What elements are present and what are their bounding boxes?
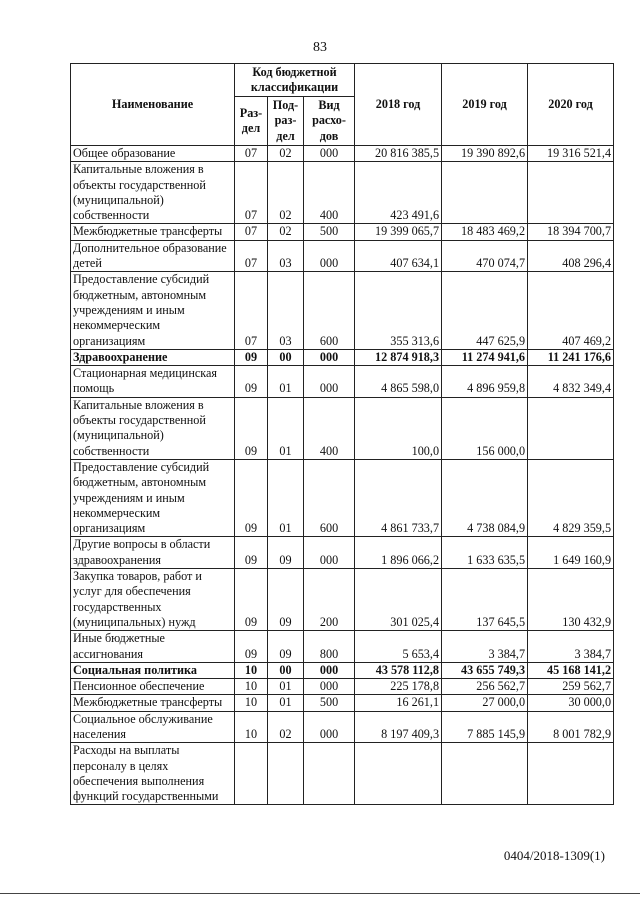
- cell-name: Капитальные вложения в объекты государственной (муниципальной) собственности: [71, 397, 235, 459]
- cell-razdel: 10: [235, 711, 268, 743]
- cell-2019: 156 000,0: [442, 397, 528, 459]
- cell-2018: 19 399 065,7: [355, 224, 442, 240]
- cell-razdel: 09: [235, 366, 268, 398]
- cell-vid: 000: [304, 349, 355, 365]
- cell-2020: 4 829 359,5: [528, 459, 614, 536]
- table-row: [71, 224, 614, 240]
- cell-2020: 19 316 521,4: [528, 146, 614, 162]
- cell-vid: 500: [304, 224, 355, 240]
- cell-2020: 130 432,9: [528, 569, 614, 631]
- cell-podrazdel: [268, 743, 304, 805]
- cell-2020: 18 394 700,7: [528, 224, 614, 240]
- cell-name: Капитальные вложения в объекты государственной (муниципальной) собственности: [71, 162, 235, 224]
- cell-2020: 30 000,0: [528, 695, 614, 711]
- cell-name: Здравоохранение: [71, 349, 235, 365]
- cell-name: Межбюджетные трансферты: [71, 224, 235, 240]
- table-row: [71, 569, 614, 631]
- table-row: [71, 537, 614, 569]
- header-2018: 2018 год: [355, 64, 442, 146]
- cell-razdel: 07: [235, 224, 268, 240]
- cell-2019: 447 625,9: [442, 272, 528, 349]
- cell-2018: 12 874 918,3: [355, 349, 442, 365]
- cell-2018: 423 491,6: [355, 162, 442, 224]
- cell-podrazdel: 09: [268, 569, 304, 631]
- cell-vid: 000: [304, 240, 355, 272]
- cell-razdel: 07: [235, 162, 268, 224]
- cell-vid: 200: [304, 569, 355, 631]
- cell-razdel: 09: [235, 631, 268, 663]
- cell-2018: 16 261,1: [355, 695, 442, 711]
- table-row: [71, 662, 614, 678]
- cell-vid: 600: [304, 272, 355, 349]
- cell-2020: [528, 162, 614, 224]
- cell-razdel: 09: [235, 569, 268, 631]
- cell-name: Закупка товаров, работ и услуг для обеспечения государственных (муниципальных) нужд: [71, 569, 235, 631]
- cell-name: Другие вопросы в области здравоохранения: [71, 537, 235, 569]
- cell-2019: 27 000,0: [442, 695, 528, 711]
- cell-podrazdel: 09: [268, 631, 304, 663]
- cell-2018: 5 653,4: [355, 631, 442, 663]
- cell-name: Пенсионное обеспечение: [71, 679, 235, 695]
- cell-razdel: 10: [235, 679, 268, 695]
- cell-razdel: 09: [235, 459, 268, 536]
- cell-vid: 000: [304, 662, 355, 678]
- cell-2020: 259 562,7: [528, 679, 614, 695]
- table-row: [71, 366, 614, 398]
- header-row-top: [71, 64, 614, 97]
- cell-vid: 400: [304, 397, 355, 459]
- cell-2020: 407 469,2: [528, 272, 614, 349]
- table-row: [71, 349, 614, 365]
- cell-2019: 1 633 635,5: [442, 537, 528, 569]
- cell-2018: 4 865 598,0: [355, 366, 442, 398]
- table-row: [71, 162, 614, 224]
- cell-2019: 470 074,7: [442, 240, 528, 272]
- cell-2020: 408 296,4: [528, 240, 614, 272]
- cell-podrazdel: 01: [268, 679, 304, 695]
- cell-podrazdel: 03: [268, 272, 304, 349]
- cell-2019: 19 390 892,6: [442, 146, 528, 162]
- header-vid: Вид расхо- дов: [304, 97, 355, 146]
- cell-2019: 137 645,5: [442, 569, 528, 631]
- page-number: 83: [313, 40, 327, 55]
- cell-razdel: 09: [235, 537, 268, 569]
- cell-podrazdel: 02: [268, 224, 304, 240]
- cell-razdel: [235, 743, 268, 805]
- cell-2019: 11 274 941,6: [442, 349, 528, 365]
- cell-2019: [442, 743, 528, 805]
- cell-2018: 301 025,4: [355, 569, 442, 631]
- table-row: [71, 631, 614, 663]
- cell-vid: 600: [304, 459, 355, 536]
- cell-name: Социальная политика: [71, 662, 235, 678]
- cell-vid: 500: [304, 695, 355, 711]
- cell-podrazdel: 01: [268, 366, 304, 398]
- cell-name: Предоставление субсидий бюджетным, автономным учреждениям и иным некоммерческим организациям: [71, 272, 235, 349]
- cell-2020: 3 384,7: [528, 631, 614, 663]
- cell-2020: 11 241 176,6: [528, 349, 614, 365]
- table-row: [71, 272, 614, 349]
- header-classification: Код бюджетной классификации: [235, 64, 355, 97]
- header-podrazdel: Под- раз- дел: [268, 97, 304, 146]
- table-row: [71, 711, 614, 743]
- cell-2019: 256 562,7: [442, 679, 528, 695]
- cell-2018: 1 896 066,2: [355, 537, 442, 569]
- cell-razdel: 10: [235, 695, 268, 711]
- header-name: Наименование: [71, 64, 235, 146]
- table-row: [71, 397, 614, 459]
- cell-2018: 225 178,8: [355, 679, 442, 695]
- cell-2018: 8 197 409,3: [355, 711, 442, 743]
- cell-vid: 000: [304, 711, 355, 743]
- cell-2019: 18 483 469,2: [442, 224, 528, 240]
- cell-podrazdel: 09: [268, 537, 304, 569]
- cell-razdel: 09: [235, 349, 268, 365]
- cell-2019: 4 738 084,9: [442, 459, 528, 536]
- cell-2018: 407 634,1: [355, 240, 442, 272]
- cell-vid: 800: [304, 631, 355, 663]
- budget-table: [70, 63, 614, 805]
- bottom-rule: [0, 893, 640, 894]
- table-row: [71, 679, 614, 695]
- cell-2020: [528, 397, 614, 459]
- cell-name: Общее образование: [71, 146, 235, 162]
- cell-podrazdel: 02: [268, 162, 304, 224]
- cell-2019: 43 655 749,3: [442, 662, 528, 678]
- header-2019: 2019 год: [442, 64, 528, 146]
- cell-2019: 3 384,7: [442, 631, 528, 663]
- cell-2020: 45 168 141,2: [528, 662, 614, 678]
- cell-razdel: 07: [235, 272, 268, 349]
- cell-vid: [304, 743, 355, 805]
- cell-razdel: 07: [235, 146, 268, 162]
- cell-vid: 000: [304, 366, 355, 398]
- table-row: [71, 240, 614, 272]
- cell-2018: 355 313,6: [355, 272, 442, 349]
- cell-2019: 7 885 145,9: [442, 711, 528, 743]
- cell-vid: 000: [304, 146, 355, 162]
- cell-2019: 4 896 959,8: [442, 366, 528, 398]
- cell-2018: [355, 743, 442, 805]
- cell-2018: 20 816 385,5: [355, 146, 442, 162]
- cell-name: Дополнительное образование детей: [71, 240, 235, 272]
- table-row: [71, 146, 614, 162]
- cell-2020: 4 832 349,4: [528, 366, 614, 398]
- cell-vid: 000: [304, 679, 355, 695]
- cell-name: Социальное обслуживание населения: [71, 711, 235, 743]
- cell-name: Предоставление субсидий бюджетным, автономным учреждениям и иным некоммерческим организациям: [71, 459, 235, 536]
- document-code: 0404/2018-1309(1): [503, 848, 605, 863]
- cell-podrazdel: 01: [268, 459, 304, 536]
- cell-razdel: 10: [235, 662, 268, 678]
- cell-podrazdel: 02: [268, 711, 304, 743]
- cell-2020: 1 649 160,9: [528, 537, 614, 569]
- cell-podrazdel: 03: [268, 240, 304, 272]
- cell-name: Иные бюджетные ассигнования: [71, 631, 235, 663]
- cell-name: Стационарная медицинская помощь: [71, 366, 235, 398]
- cell-podrazdel: 01: [268, 397, 304, 459]
- cell-podrazdel: 00: [268, 662, 304, 678]
- cell-2020: 8 001 782,9: [528, 711, 614, 743]
- cell-name: Межбюджетные трансферты: [71, 695, 235, 711]
- cell-razdel: 09: [235, 397, 268, 459]
- cell-2020: [528, 743, 614, 805]
- cell-2018: 100,0: [355, 397, 442, 459]
- cell-name: Расходы на выплаты персоналу в целях обеспечения выполнения функций государственными: [71, 743, 235, 805]
- cell-razdel: 07: [235, 240, 268, 272]
- cell-vid: 000: [304, 537, 355, 569]
- table-row: [71, 695, 614, 711]
- cell-podrazdel: 01: [268, 695, 304, 711]
- table-row: [71, 459, 614, 536]
- table-row: [71, 743, 614, 805]
- cell-podrazdel: 02: [268, 146, 304, 162]
- cell-vid: 400: [304, 162, 355, 224]
- table-body: [71, 146, 614, 805]
- cell-2019: [442, 162, 528, 224]
- cell-2018: 4 861 733,7: [355, 459, 442, 536]
- header-razdel: Раз- дел: [235, 97, 268, 146]
- cell-podrazdel: 00: [268, 349, 304, 365]
- header-2020: 2020 год: [528, 64, 614, 146]
- cell-2018: 43 578 112,8: [355, 662, 442, 678]
